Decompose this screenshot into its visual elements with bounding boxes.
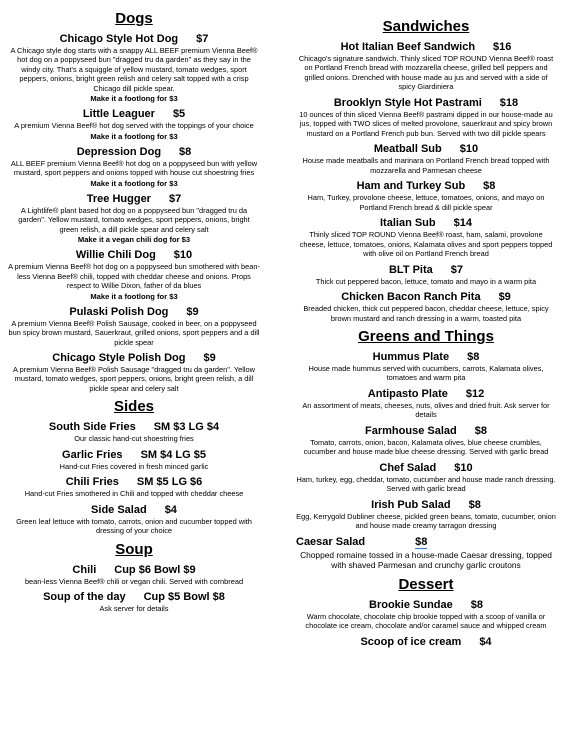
menu-item [8, 564, 260, 586]
item-name: Little Leaguer [82, 108, 155, 121]
item-name: Willie Chili Dog [75, 249, 156, 262]
menu-item [8, 421, 260, 443]
item-price: $7 [450, 263, 464, 276]
section-title-dogs: Dogs [115, 10, 153, 27]
item-price: SM $5 LG $6 [136, 476, 203, 489]
item-price: $10 [173, 249, 193, 262]
item-description: House made meatballs and marinara on Portland French bread topped with mozzarella and Parmesan cheese [302, 156, 550, 175]
item-description: Tomato, carrots, onion, bacon, Kalamata olives, blue cheese crumbles, cucumber and house made blue cheese dressing. Served with garlic bread [303, 437, 549, 457]
item-price: $14 [453, 217, 472, 230]
item-price: $7 [168, 192, 182, 205]
menu-item [8, 476, 260, 498]
item-name: Irish Pub Salad [371, 498, 451, 511]
menu-item [8, 504, 260, 536]
menu-item [8, 449, 260, 471]
section-title-greens: Greens and Things [358, 327, 494, 345]
menu-item [8, 306, 260, 347]
menu-item [8, 352, 260, 393]
menu-item [8, 146, 260, 188]
menu-item [8, 591, 260, 613]
section-title-soup: Soup [115, 540, 153, 558]
item-price: $8 [468, 498, 481, 511]
menu-item [296, 97, 556, 138]
item-name: Chili Fries [65, 476, 119, 489]
item-note: Make it a footlong for $3 [90, 94, 178, 104]
item-name: Soup of the day [43, 591, 126, 604]
item-price: SM $4 LG $5 [140, 448, 206, 461]
section-title-sandwiches: Sandwiches [382, 18, 470, 35]
item-description: Hand-cut Fries smothered in Chili and topped with cheddar cheese [24, 489, 244, 499]
item-name: Pulaski Polish Dog [69, 305, 169, 318]
item-name: Chicago Style Hot Dog [59, 33, 179, 45]
item-price: $9 [203, 351, 216, 364]
item-price: $18 [499, 96, 519, 109]
menu-item [296, 536, 556, 571]
item-description: bean-less Vienna Beef® chili or vegan chili. Served with cornbread [24, 576, 244, 586]
item-price: $10 [459, 143, 479, 156]
item-name: BLT Pita [388, 263, 433, 276]
menu-item [296, 41, 556, 92]
item-description: A premium Vienna Beef® Polish Sausage, cooked in beer, on a poppyseed bun spicy brown mustard, Sauerkraut, grilled onions, sport peppers and a dill pickle spear [8, 318, 260, 347]
item-description: Thick cut peppered bacon, lettuce, tomato and mayo in a warm pita [315, 276, 537, 286]
menu-item [296, 264, 556, 286]
menu-item [296, 499, 556, 531]
item-note: Make it a footlong for $3 [90, 131, 178, 141]
menu-item [296, 351, 556, 383]
menu-item [296, 636, 556, 648]
item-description: Warm chocolate, chocolate chip brookie topped with a scoop of vanilla or chocolate ice cream, chocolate and/or caramel sauce and whipped cream [305, 611, 547, 631]
item-description: A premium Vienna Beef® hot dog served with the toppings of your choice [14, 121, 254, 131]
item-description: Chicago's signature sandwich. Thinly sliced TOP ROUND Vienna Beef® roast on Portland French bread with mozzarella cheese, grilled bell peppers and grilled onions. Drenched with house made au jus and served with a side of spicy Giardiniera [298, 54, 554, 92]
item-name: Garlic Fries [62, 448, 123, 461]
item-description: Chopped romaine tossed in a house-made Caesar dressing, topped with shaved Parmesan and crunchy garlic croutons [300, 549, 552, 571]
item-description: House made hummus served with cucumbers, carrots, Kalamata olives, tomatoes and warm pita [308, 363, 544, 383]
item-price: $8 [467, 350, 480, 363]
item-name: Meatball Sub [373, 143, 442, 156]
item-description: Hand-cut Fries covered in fresh minced garlic [59, 461, 209, 471]
item-description: Egg, Kerrygold Dubliner cheese, pickled green beans, tomato, cucumber, onion and house made creamy tarragon dressing [296, 511, 556, 531]
item-price: $7 [196, 33, 209, 45]
menu-item [296, 143, 556, 175]
menu-item [296, 599, 556, 631]
item-description: A Lightlife® plant based hot dog on a poppyseed bun "dragged tru da garden". Yellow mustard, tomato wedges, sport peppers, onions, bright green relish, a dill pickle spear and celery salt [18, 205, 250, 234]
item-name: Chicago Style Polish Dog [52, 351, 186, 364]
menu-item [296, 291, 556, 323]
menu-item [296, 180, 556, 212]
menu-item [296, 462, 556, 494]
item-name: Brooklyn Style Hot Pastrami [333, 96, 482, 109]
item-name: Chef Salad [379, 461, 437, 474]
item-name: South Side Fries [48, 421, 136, 434]
item-description: Ham, Turkey, provolone cheese, lettuce, tomatoes, onions, and mayo on Portland French bread & dill pickle spear [307, 193, 545, 212]
item-price: $8 [470, 598, 483, 611]
item-price: $16 [493, 41, 512, 53]
item-price: $12 [465, 387, 485, 400]
item-price: $4 [479, 635, 492, 648]
item-name: Side Salad [91, 503, 147, 516]
item-name: Scoop of ice cream [360, 635, 462, 648]
item-description: A Chicago style dog starts with a snappy ALL BEEF premium Vienna Beef® hot dog on a poppyseed bun "dragged tru da garden" as they say in the windy city. That's a squiggle of yellow mustard, tomato wedges, sport peppers, onions, bright green relish and celery salt topped with a crisp Chicago dill pickle spear. [10, 46, 258, 93]
item-name: Brookie Sundae [369, 598, 453, 611]
item-description: 10 ounces of thin sliced Vienna Beef® pastrami dipped in our house-made au jus, topped with TWO slices of melted provolone, sauerkraut and spicy brown mustard on a Portland French pub bun. Served with two dill pickle spears [299, 109, 553, 138]
item-description: Green leaf lettuce with tomato, carrots, onion and cucumber topped with dressing of your choice [16, 516, 252, 536]
item-name: Antipasto Plate [367, 387, 448, 400]
item-description: An assortment of meats, cheeses, nuts, olives and dried fruit. Ask server for details [302, 400, 550, 420]
item-description: ALL BEEF premium Vienna Beef® hot dog on a poppyseed bun with yellow mustard, sport peppers and onions topped with house cut shoestring fries [10, 158, 258, 178]
item-note: Make it a vegan chili dog for $3 [77, 235, 191, 245]
section-title-dessert: Dessert [398, 575, 454, 593]
item-name: Ham and Turkey Sub [356, 180, 466, 193]
item-description: A premium Vienna Beef® hot dog on a poppyseed bun smothered with bean-less Vienna Beef® chili, topped with cheddar cheese and onions. Props respect to Willie Dixon, father of da blues [8, 262, 260, 291]
item-name: Hot Italian Beef Sandwich [340, 41, 476, 53]
item-price: $9 [498, 291, 511, 304]
item-price: SM $3 LG $4 [153, 421, 220, 434]
item-name: Hummus Plate [372, 350, 450, 363]
left-column [8, 6, 260, 619]
item-price: $4 [164, 503, 177, 516]
item-price: $10 [454, 461, 473, 474]
item-price: $8 [483, 180, 496, 193]
item-name: Chicken Bacon Ranch Pita [341, 291, 481, 304]
right-column [296, 6, 556, 653]
item-note: Make it a footlong for $3 [90, 291, 178, 301]
item-price: Cup $5 Bowl $8 [143, 591, 225, 604]
item-description: Breaded chicken, thick cut peppered bacon, cheddar cheese, lettuce, spicy brown mustard and ranch dressing in a warm, toasted pita [303, 304, 549, 323]
menu-item [296, 217, 556, 258]
item-price: $9 [186, 305, 199, 318]
item-price: $8 [415, 535, 428, 548]
menu-item [296, 425, 556, 457]
item-price: $5 [172, 108, 186, 121]
item-description: Ham, turkey, egg, cheddar, tomato, cucumber and house made ranch dressing. Served with garlic bread [296, 474, 556, 494]
menu-item [296, 388, 556, 420]
menu-item [8, 249, 260, 300]
item-name: Chili [72, 563, 97, 576]
section-title-sides: Sides [113, 398, 155, 416]
menu-item [8, 193, 260, 244]
item-name: Tree Hugger [86, 192, 151, 205]
item-description: Thinly sliced TOP ROUND Vienna Beef® roast, ham, salami, provolone cheese, lettuce, tomatoes, onions, Kalamata olives and sport peppers topped with olive oil on Portland French bread [299, 230, 553, 259]
item-name: Italian Sub [380, 217, 436, 230]
item-price: $8 [474, 424, 487, 437]
menu-item [8, 33, 260, 103]
menu-item [8, 108, 260, 140]
item-description: Our classic hand-cut shoestring fries [74, 434, 194, 444]
item-name: Farmhouse Salad [365, 424, 457, 437]
item-description: Ask server for details [99, 604, 169, 614]
item-price: $8 [179, 145, 192, 158]
item-name: Depression Dog [76, 145, 162, 158]
item-description: A premium Vienna Beef® Polish Sausage "dragged tru da garden". Yellow mustard, tomato wedges, sport peppers, onions, bright green relish, a dill pickle spear and celery salt [13, 364, 255, 393]
item-price: Cup $6 Bowl $9 [114, 563, 196, 576]
item-name: Caesar Salad [296, 535, 366, 548]
item-note: Make it a footlong for $3 [90, 178, 178, 188]
